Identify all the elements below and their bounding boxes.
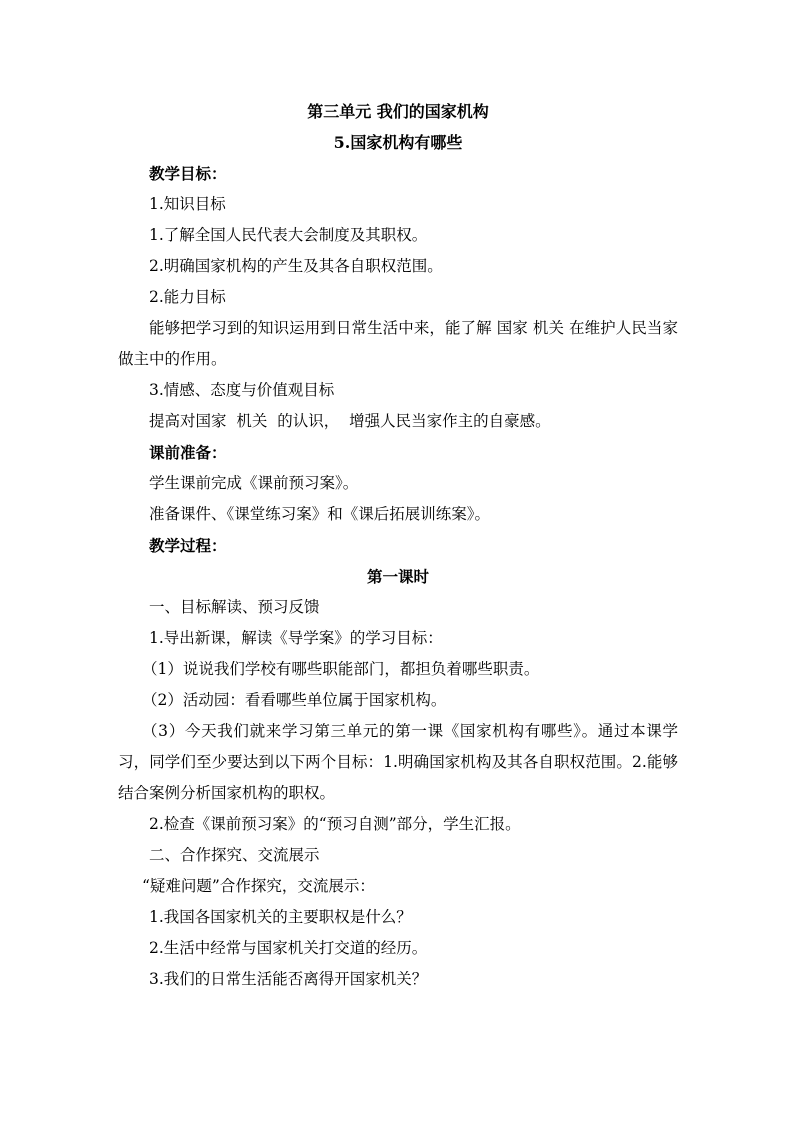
prep-item-2: 准备课件、《课堂练习案》和《课后拓展训练案》。 <box>149 505 491 523</box>
emotion-heading: 3.情感、态度与价值观目标 <box>149 381 335 399</box>
section-2-heading: 二、合作探究、交流展示 <box>149 846 320 864</box>
question-3: 3.我们的日常生活能否离得开国家机关？ <box>149 970 428 988</box>
lesson-title: 5.国家机构有哪些 <box>333 133 463 152</box>
period-heading: 第一课时 <box>366 567 429 586</box>
emotion-text: 提高对国家 机关 的认识， 增强人民当家作主的自豪感。 <box>149 412 551 430</box>
document-body <box>118 96 678 995</box>
process-heading: 教学过程： <box>149 536 227 555</box>
prep-item-1: 学生课前完成《课前预习案》。 <box>149 474 359 492</box>
inquiry-intro: “疑难问题”合作探究，交流展示： <box>142 877 375 895</box>
question-1: 1.我国各国家机关的主要职权是什么？ <box>149 908 412 926</box>
unit-title: 第三单元 我们的国家机构 <box>307 102 489 121</box>
step-2: 2.检查《课前预习案》的“预习自测”部分，学生汇报。 <box>149 815 521 833</box>
ability-heading: 2.能力目标 <box>149 288 226 306</box>
question-2: 2.生活中经常与国家机关打交道的经历。 <box>149 939 428 957</box>
section-1-heading: 一、目标解读、预习反馈 <box>149 598 320 616</box>
knowledge-item-2: 2.明确国家机构的产生及其各自职权范围。 <box>149 257 443 275</box>
list-item-1: （1）说说我们学校有哪些职能部门，都担负着哪些职责。 <box>142 660 540 678</box>
ability-text: 能够把学习到的知识运用到日常生活中来，能了解 国家 机关 在维护人民当家做主中的作用。 <box>118 319 678 368</box>
goals-heading: 教学目标： <box>149 164 227 183</box>
knowledge-item-1: 1.了解全国人民代表大会制度及其职权。 <box>149 226 428 244</box>
list-item-3: （3）今天我们就来学习第三单元的第一课《国家机构有哪些》。通过本课学习，同学们至少要达到以下两个目标：1.明确国家机构及其各自职权范围。2.能够结合案例分析国家机构的职权。 <box>118 722 678 802</box>
step-1: 1.导出新课，解读《导学案》的学习目标： <box>149 629 443 647</box>
knowledge-heading: 1.知识目标 <box>149 195 226 213</box>
prep-heading: 课前准备： <box>149 443 227 462</box>
list-item-2: （2）活动园：看看哪些单位属于国家机构。 <box>142 691 447 709</box>
